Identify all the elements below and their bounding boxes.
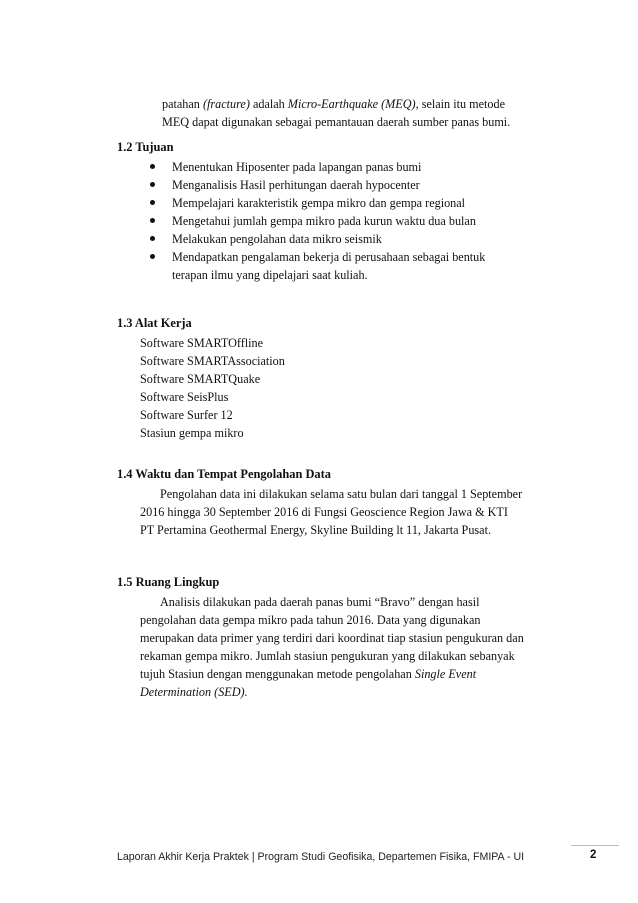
list-item: Mengetahui jumlah gempa mikro pada kurun waktu dua bulan xyxy=(146,212,485,230)
list-item: Software SeisPlus xyxy=(140,390,229,404)
intro-text: selain itu metode xyxy=(421,97,505,111)
paragraph-line: Analisis dilakukan pada daerah panas bumi “Bravo” dengan hasil xyxy=(160,595,480,609)
list-item: Melakukan pengolahan data mikro seismik xyxy=(146,230,485,248)
footer-divider xyxy=(571,845,619,846)
list-item: Menganalisis Hasil perhitungan daerah hypocenter xyxy=(146,176,485,194)
bullet-icon xyxy=(150,164,155,169)
list-item: Software SMARTQuake xyxy=(140,372,261,386)
section-heading-alat-kerja: 1.3 Alat Kerja xyxy=(117,316,192,330)
intro-text: adalah xyxy=(252,97,285,111)
paragraph-line: PT Pertamina Geothermal Energy, Skyline Building lt 11, Jakarta Pusat. xyxy=(140,523,492,537)
bullet-icon xyxy=(150,236,155,241)
paragraph-emphasis: Single Event xyxy=(414,667,477,681)
intro-text: patahan xyxy=(162,97,200,111)
list-item: Software SMARTAssociation xyxy=(140,354,285,368)
paragraph-line: 2016 hingga 30 September 2016 di Fungsi Geoscience Region Jawa & KTI xyxy=(140,505,508,519)
paragraph-line: merupakan data primer yang terdiri dari koordinat tiap stasiun pengukuran dan xyxy=(140,631,524,645)
section-heading-waktu-tempat: 1.4 Waktu dan Tempat Pengolahan Data xyxy=(117,467,331,481)
bullet-icon xyxy=(150,218,155,223)
page-number: 2 xyxy=(590,849,597,861)
list-item: Software Surfer 12 xyxy=(140,408,233,422)
intro-emphasis: Micro-Earthquake (MEQ), xyxy=(287,97,419,111)
paragraph-emphasis: Determination (SED). xyxy=(140,685,248,699)
footer-text: Laporan Akhir Kerja Praktek | Program Studi Geofisika, Departemen Fisika, FMIPA - UI xyxy=(117,851,525,863)
list-item: Mendapatkan pengalaman bekerja di perusahaan sebagai bentuk xyxy=(146,248,485,266)
intro-emphasis: (fracture) xyxy=(202,97,250,111)
bullet-icon xyxy=(150,200,155,205)
list-item: Mempelajari karakteristik gempa mikro dan gempa regional xyxy=(146,194,485,212)
paragraph-line xyxy=(140,665,476,683)
section-heading-ruang-lingkup: 1.5 Ruang Lingkup xyxy=(117,575,220,589)
tujuan-list xyxy=(146,158,485,284)
list-item: Stasiun gempa mikro xyxy=(140,426,244,440)
paragraph-text: tujuh Stasiun dengan menggunakan metode pengolahan xyxy=(140,667,412,681)
section-heading-tujuan: 1.2 Tujuan xyxy=(117,140,174,154)
intro-line-2: MEQ dapat digunakan sebagai pemantauan daerah sumber panas bumi. xyxy=(162,115,511,129)
list-item: Menentukan Hiposenter pada lapangan panas bumi xyxy=(146,158,485,176)
alat-kerja-list xyxy=(140,334,285,442)
list-item-continuation: terapan ilmu yang dipelajari saat kuliah. xyxy=(172,268,368,282)
paragraph-line xyxy=(140,683,248,701)
paragraph-line: Pengolahan data ini dilakukan selama satu bulan dari tanggal 1 September xyxy=(160,487,523,501)
intro-line-1 xyxy=(162,95,505,113)
bullet-icon xyxy=(150,182,155,187)
paragraph-line: rekaman gempa mikro. Jumlah stasiun pengukuran yang dilakukan sebanyak xyxy=(140,649,515,663)
list-item: Software SMARTOffline xyxy=(140,336,264,350)
bullet-icon xyxy=(150,254,155,259)
paragraph-line: pengolahan data gempa mikro pada tahun 2016. Data yang digunakan xyxy=(140,613,481,627)
